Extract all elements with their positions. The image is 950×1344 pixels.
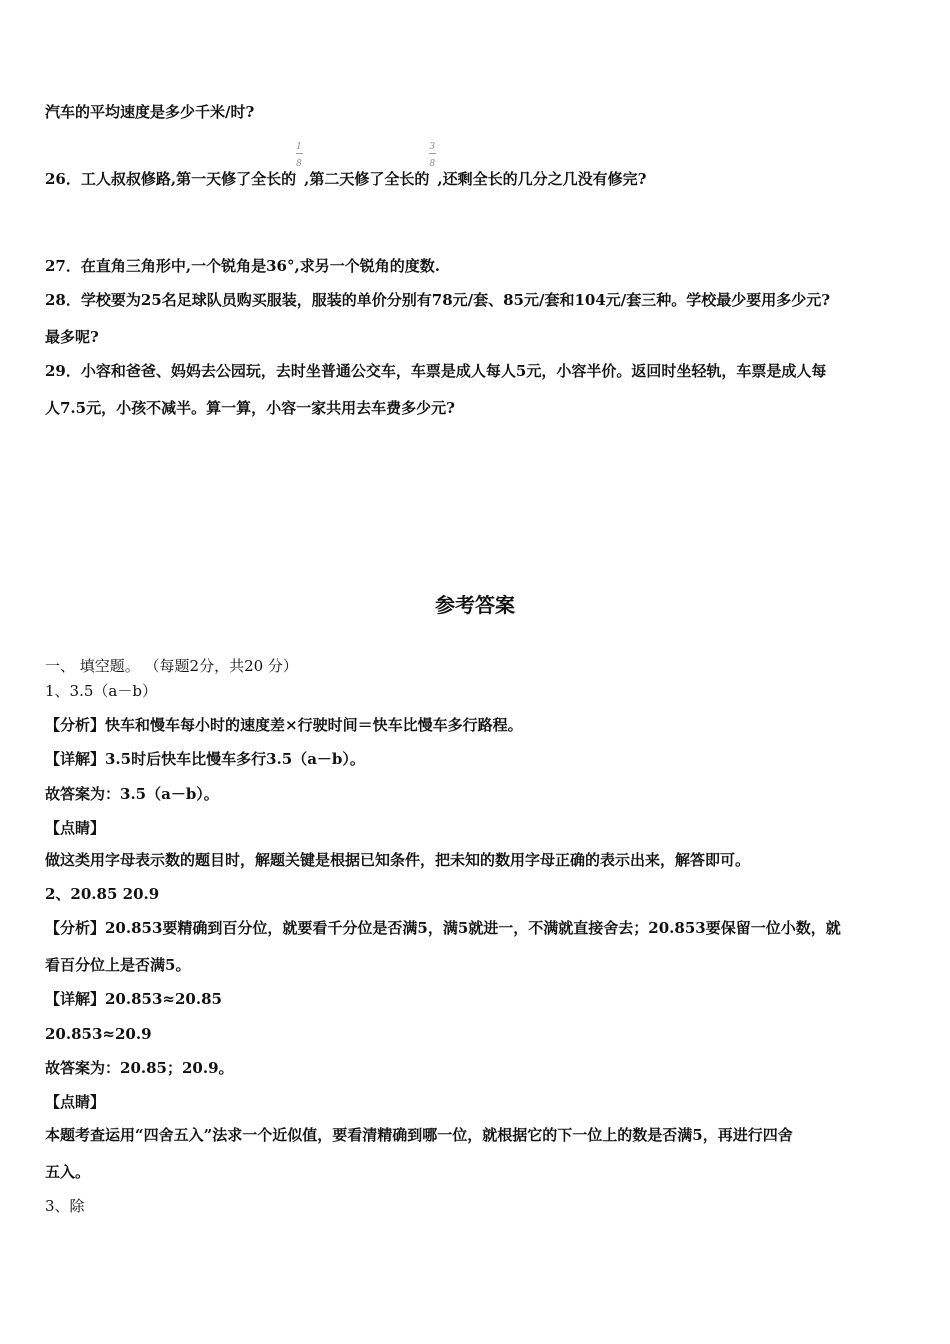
fraction-1-numerator: 1	[296, 142, 302, 152]
answer-1-detail: 【详解】3.5时后快车比慢车多行3.5（a－b）。	[45, 750, 365, 768]
fraction-2-denominator: 8	[429, 159, 436, 169]
answer-key-title: 参考答案	[435, 593, 515, 617]
answer-2: 2、20.85 20.9	[45, 885, 160, 903]
question-25-tail: 汽车的平均速度是多少千米/时?	[45, 103, 255, 121]
question-26-number: 26．	[45, 170, 81, 188]
answer-2-analysis-line-1: 【分析】20.853要精确到百分位，就要看千分位是否满5，满5就进一，不满就直接舍去；20.853要保留一位小数，就	[45, 919, 841, 937]
answer-2-final: 故答案为：20.85；20.9。	[45, 1059, 234, 1077]
question-29-line-2: 人7.5元，小孩不减半。算一算，小容一家共用去车费多少元?	[45, 399, 455, 417]
answer-2-detail-2: 20.853≈20.9	[45, 1025, 152, 1043]
fraction-2-bar	[429, 153, 436, 154]
answer-3: 3、除	[45, 1197, 85, 1215]
answer-2-comment-line-1: 本题考查运用“四舍五入”法求一个近似值，要看清精确到哪一位，就根据它的下一位上的数是否满5，再进行四舍	[45, 1126, 793, 1144]
question-28-line-2: 最多呢?	[45, 328, 99, 346]
answer-2-comment-line-2: 五入。	[45, 1163, 91, 1181]
fraction-1-denominator: 8	[296, 159, 302, 169]
fraction-one-eighth	[296, 142, 304, 189]
answer-1-final: 故答案为：3.5（a－b）。	[45, 785, 219, 803]
fraction-2-numerator: 3	[429, 142, 436, 152]
fraction-three-eighths	[429, 142, 437, 189]
answer-2-analysis-line-2: 看百分位上是否满5。	[45, 956, 191, 974]
answer-1-comment-label: 【点睛】	[45, 819, 106, 837]
question-28-line-1: 28．学校要为25名足球队员购买服装，服装的单价分别有78元/套、85元/套和104元/套三种。学校最少要用多少元?	[45, 291, 831, 309]
fraction-1-bar	[296, 153, 303, 154]
question-26	[45, 142, 906, 189]
answer-1-comment: 做这类用字母表示数的题目时，解题关键是根据已知条件，把未知的数用字母正确的表示出来，解答即可。	[45, 851, 751, 869]
question-26-text-1: 工人叔叔修路,第一天修了全长的	[80, 170, 297, 188]
answer-2-comment-label: 【点睛】	[45, 1093, 106, 1111]
answer-1: 1、3.5（a－b）	[45, 682, 157, 700]
question-29-line-1: 29．小容和爸爸、妈妈去公园玩，去时坐普通公交车，车票是成人每人5元，小容半价。返回时坐轻轨，车票是成人每	[45, 362, 827, 380]
section-heading: 一、 填空题。 （每题2分，共20 分）	[45, 657, 298, 675]
question-27: 27．在直角三角形中,一个锐角是36°,求另一个锐角的度数.	[45, 257, 440, 275]
question-26-text-3: ,还剩全长的几分之几没有修完?	[437, 170, 647, 188]
answer-1-analysis: 【分析】快车和慢车每小时的速度差×行驶时间＝快车比慢车多行路程。	[45, 716, 523, 734]
question-26-text-2: ,第二天修了全长的	[304, 170, 430, 188]
answer-2-detail-1: 【详解】20.853≈20.85	[45, 990, 222, 1008]
